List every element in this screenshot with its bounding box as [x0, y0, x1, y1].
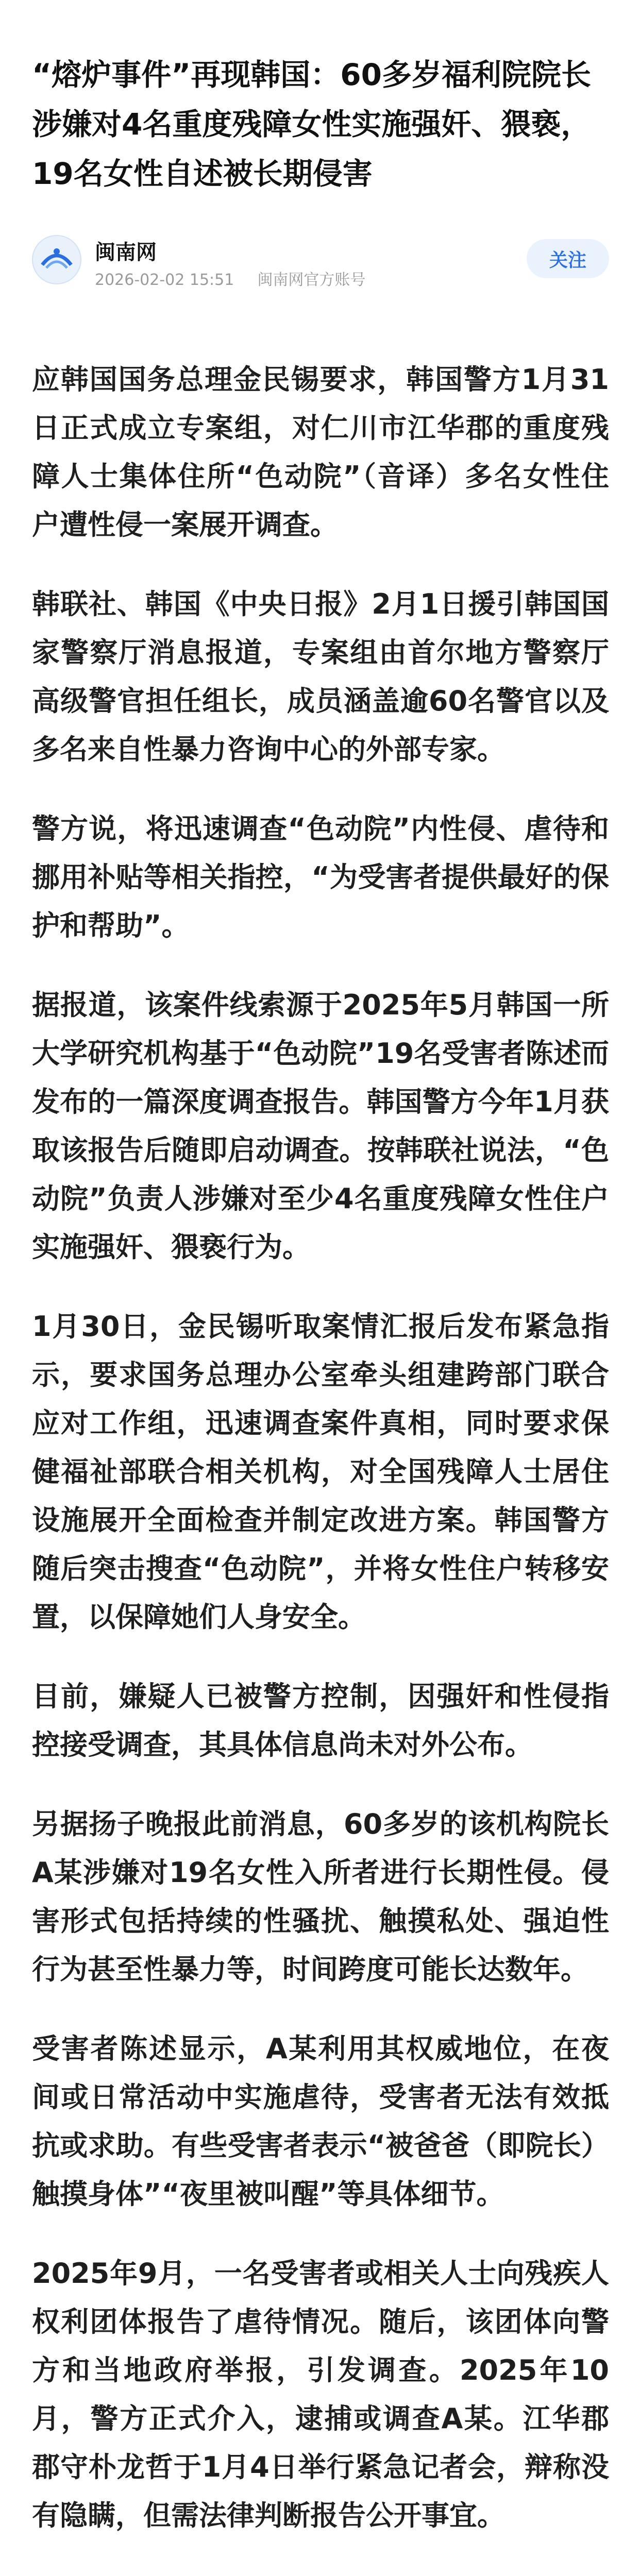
- paragraph: 2025年9月，一名受害者或相关人士向残疾人权利团体报告了虐待情况。随后，该团体向警方和当地政府举报，引发调查。2025年10月，警方正式介入，逮捕或调查A某。江华郡郡守朴龙哲于1月4日举行紧急记者会，辩称没有隐瞒，但需法律判断报告公开事宜。: [32, 2257, 609, 2532]
- source-meta: [95, 267, 365, 290]
- paragraph: 1月30日，金民锡听取案情汇报后发布紧急指示，要求国务总理办公室牵头组建跨部门联合应对工作组，迅速调查案件真相，同时要求保健福祉部联合相关机构，对全国残障人士居住设施展开全面检查并制定改进方案。韩国警方随后突击搜查“色动院”，并将女性住户转移安置，以保障她们人身安全。: [32, 1310, 609, 1633]
- paragraph: 目前，嫌疑人已被警方控制，因强奸和性侵指控接受调查，其具体信息尚未对外公布。: [32, 1680, 609, 1761]
- article-title: “熔炉事件”再现韩国：60多岁福利院院长涉嫌对4名重度残障女性实施强奸、猥亵，19名女性自述被长期侵害: [32, 57, 591, 191]
- follow-button[interactable]: 关注: [527, 239, 609, 278]
- paragraph: 应韩国国务总理金民锡要求，韩国警方1月31日正式成立专案组，对仁川市江华郡的重度残障人士集体住所“色动院”（音译）多名女性住户遭性侵一案展开调查。: [32, 363, 609, 541]
- source-name[interactable]: 闽南网: [95, 241, 157, 264]
- paragraph: 警方说，将迅速调查“色动院”内性侵、虐待和挪用补贴等相关指控，“为受害者提供最好的保护和帮助”。: [32, 812, 609, 942]
- article-body: [32, 355, 609, 2576]
- paragraph: 据报道，该案件线索源于2025年5月韩国一所大学研究机构基于“色动院”19名受害者陈述而发布的一篇深度调查报告。韩国警方今年1月获取该报告后随即启动调查。按韩联社说法，“色动院”负责人涉嫌对至少4名重度残障女性住户实施强奸、猥亵行为。: [32, 989, 609, 1263]
- source-avatar[interactable]: [32, 235, 81, 284]
- source-header: [32, 233, 609, 290]
- paragraph: 韩联社、韩国《中央日报》2月1日援引韩国国家警察厅消息报道，专案组由首尔地方警察厅高级警官担任组长，成员涵盖逾60名警官以及多名来自性暴力咨询中心的外部专家。: [32, 588, 609, 766]
- account-type: 闽南网官方账号: [257, 271, 366, 289]
- paragraph: 另据扬子晚报此前消息，60多岁的该机构院长A某涉嫌对19名女性入所者进行长期性侵。侵害形式包括持续的性骚扰、触摸私处、强迫性行为甚至性暴力等，时间跨度可能长达数年。: [32, 1808, 609, 1986]
- paragraph: 受害者陈述显示，A某利用其权威地位，在夜间或日常活动中实施虐待，受害者无法有效抵抗或求助。有些受害者表示“被爸爸（即院长）触摸身体”“夜里被叫醒”等具体细节。: [32, 2032, 609, 2210]
- paragraph: [32, 2571, 609, 2576]
- minnan-logo-icon: [33, 236, 80, 283]
- publish-date: 2026-02-02 15:51: [95, 271, 234, 289]
